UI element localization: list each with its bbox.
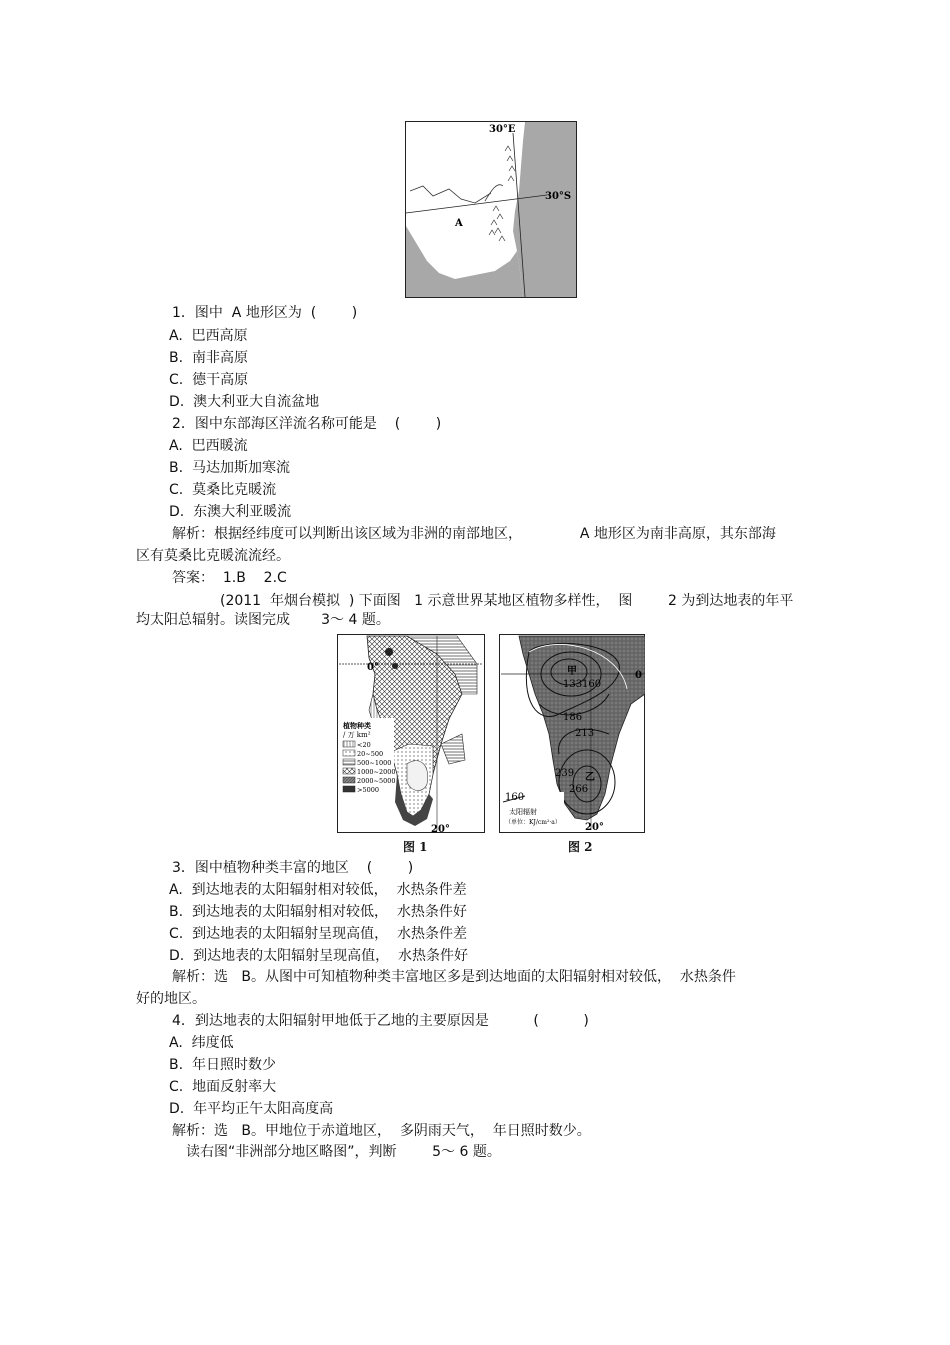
figure-1-plant-diversity-map [337, 634, 485, 834]
fig2-legend [502, 792, 564, 828]
fig1-equator-label: 0° [367, 662, 379, 673]
q4-option-c: C. 地面反射率大 [169, 1079, 277, 1095]
intro-5-6: 读右图“非洲部分地区略图”，判断 5～ 6 题。 [186, 1144, 501, 1160]
q4-stem: 4．到达地表的太阳辐射甲地低于乙地的主要原因是 ( ) [172, 1013, 589, 1029]
analysis-4: 解析：选 B。甲地位于赤道地区， 多阴雨天气， 年日照时数少。 [172, 1123, 591, 1139]
lon-label: 30°E [489, 124, 516, 135]
q2-option-a: A. 巴西暖流 [169, 438, 248, 454]
q1-option-a: A. 巴西高原 [169, 328, 248, 344]
q1-stem: 1．图中 A 地形区为 ( ) [172, 305, 358, 321]
lat-label: 30°S [545, 191, 572, 202]
fig2-point-yi: 乙 [585, 772, 595, 783]
analysis-3-line1: 解析：选 B。从图中可知植物种类丰富地区多是到达地面的太阳辐射相对较低， 水热条件 [172, 969, 736, 985]
analysis-1-2-line2: 区有莫桑比克暖流流经。 [136, 548, 290, 564]
q3-option-b: B. 到达地表的太阳辐射相对较低， 水热条件好 [169, 904, 467, 920]
q4-option-d: D. 年平均正午太阳高度高 [169, 1101, 334, 1117]
intro-3-4-line2: 均太阳总辐射。读图完成 3～ 4 题。 [136, 612, 390, 628]
q2-stem: 2．图中东部海区洋流名称可能是 ( ) [172, 416, 442, 432]
fig1-legend-item: 1000~2000 [357, 768, 396, 776]
q1-option-b: B. 南非高原 [169, 350, 248, 366]
fig2-legend-sample-value: 160 [505, 792, 525, 803]
fig1-legend-item: 2000~5000 [357, 777, 396, 785]
fig2-value: 160 [582, 679, 602, 690]
fig2-value: 266 [569, 784, 589, 795]
fig1-legend-item: 500~1000 [357, 759, 392, 767]
fig2-legend-unit: （单位：KJ/cm²·a） [505, 819, 561, 826]
fig2-equator-label: 0 [635, 670, 642, 681]
fig2-value: 213 [575, 728, 595, 739]
q4-option-a: A. 纬度低 [169, 1035, 234, 1051]
fig1-legend-item: >5000 [357, 786, 379, 794]
fig1-legend-item: <20 [357, 741, 371, 749]
analysis-3-line2: 好的地区。 [136, 991, 206, 1007]
q2-option-b: B. 马达加斯加寒流 [169, 460, 290, 476]
q4-option-b: B. 年日照时数少 [169, 1057, 276, 1073]
q3-option-c: C. 到达地表的太阳辐射呈现高值， 水热条件差 [169, 926, 468, 942]
analysis-1-2-line1: 解析：根据经纬度可以判断出该区域为非洲的南部地区， A 地形区为南非高原，其东部海 [172, 526, 776, 542]
q2-option-d: D. 东澳大利亚暖流 [169, 504, 292, 520]
q2-option-c: C. 莫桑比克暖流 [169, 482, 277, 498]
fig1-legend-item: 20~500 [357, 750, 384, 758]
southern-africa-map [405, 121, 577, 298]
figure-2-caption: 图 2 [568, 840, 593, 854]
q3-option-d: D. 到达地表的太阳辐射呈现高值， 水热条件好 [169, 948, 469, 964]
q1-option-d: D. 澳大利亚大自流盆地 [169, 394, 320, 410]
fig2-lon-label: 20° [585, 822, 604, 833]
region-a-label: A [455, 218, 463, 229]
fig1-legend [340, 718, 396, 800]
fig2-value: 186 [563, 712, 583, 723]
fig1-lon-label: 20° [431, 824, 450, 834]
fig2-point-jia: 甲 [567, 666, 577, 677]
q1-option-c: C. 德干高原 [169, 372, 249, 388]
fig2-legend-title: 太阳辐射 [509, 808, 537, 816]
intro-3-4-line1: (2011 年烟台模拟 ) 下面图 1 示意世界某地区植物多样性， 图 2 为到达地表的年平 [220, 593, 794, 609]
q3-option-a: A. 到达地表的太阳辐射相对较低， 水热条件差 [169, 882, 467, 898]
answer-1-2: 答案： 1.B 2.C [172, 570, 287, 586]
fig2-value: 133 [563, 679, 583, 690]
q3-stem: 3．图中植物种类丰富的地区 ( ) [172, 860, 414, 876]
fig1-legend-title: 植物种类 [343, 721, 371, 730]
fig2-value: 239 [555, 768, 575, 779]
fig1-legend-unit: / 万 km² [343, 731, 371, 739]
figure-2-solar-radiation-map [499, 634, 645, 834]
figure-1-caption: 图 1 [403, 840, 428, 854]
